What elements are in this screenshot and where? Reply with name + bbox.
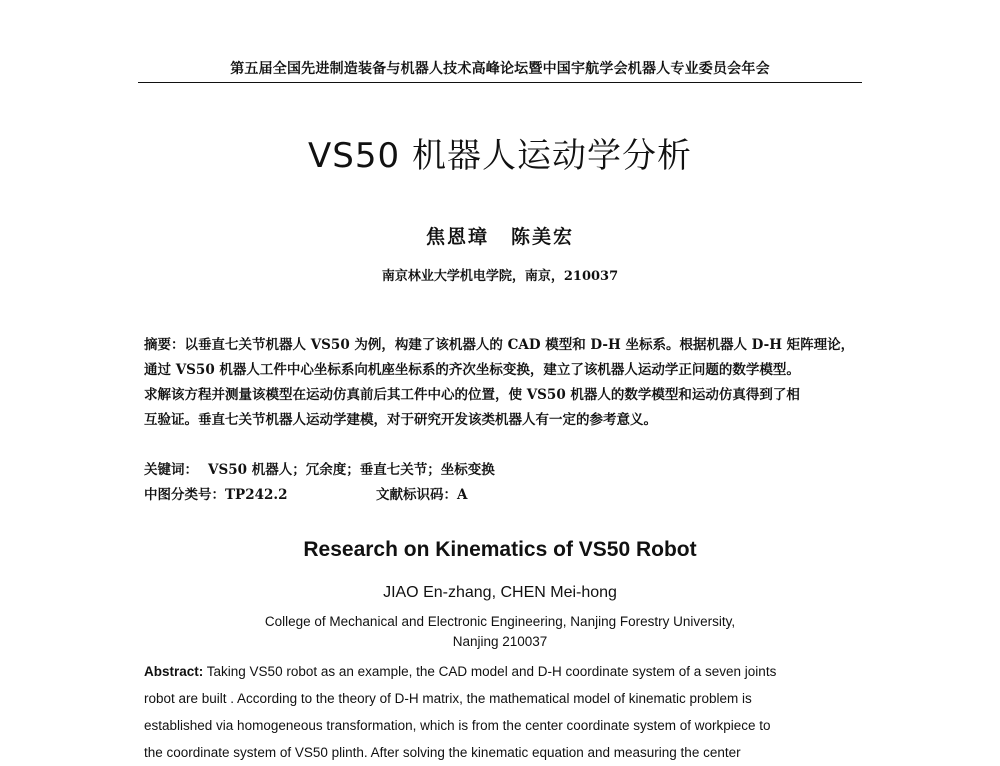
keywords-cn <box>144 458 495 483</box>
doc-code <box>376 483 467 508</box>
keywords-label: 关键词： <box>144 462 198 478</box>
conference-header: 第五届全国先进制造装备与机器人技术高峰论坛暨中国宇航学会机器人专业委员会年会 <box>138 58 862 83</box>
abstract-cn <box>144 333 860 433</box>
affiliation-cn: 南京林业大学机电学院，南京，210037 <box>381 269 619 284</box>
authors-cn <box>0 222 1000 249</box>
abstract-cn-text: 以垂直七关节机器人 VS50 为例，构建了该机器人的 CAD 模型和 D-H 坐标系。根据机器人 D-H 矩阵理论， <box>184 337 855 353</box>
doc-label: 文献标识码： <box>376 487 457 503</box>
authors-en: JIAO En-zhang, CHEN Mei-hong <box>383 584 617 601</box>
abstract-cn-line: 求解该方程并测量该模型在运动仿真前后其工件中心的位置，使 VS50 机器人的数学模型和运动仿真得到了相 <box>144 387 800 403</box>
author-cn-2: 陈美宏 <box>511 226 575 248</box>
abstract-cn-line: 通过 VS50 机器人工件中心坐标系向机座坐标系的齐次坐标变换，建立了该机器人运动学正问题的数学模型。 <box>144 362 800 378</box>
abstract-en-line: robot are built . According to the theory of D-H matrix, the mathematical model of kinematic problem is <box>144 691 752 706</box>
abstract-en-line: established via homogeneous transformation, which is from the center coordinate system of workpiece to <box>144 718 771 733</box>
affiliation-en-line1: College of Mechanical and Electronic Engineering, Nanjing Forestry University, <box>264 614 736 629</box>
abstract-en-label: Abstract: <box>144 664 204 679</box>
author-cn-1: 焦恩璋 <box>425 226 489 248</box>
abstract-cn-line <box>144 333 860 358</box>
paper-title-en: Research on Kinematics of VS50 Robot <box>303 538 697 561</box>
affiliation-en-line2: Nanjing 210037 <box>452 634 548 649</box>
clc-label: 中图分类号： <box>144 487 225 503</box>
abstract-en-line: the coordinate system of VS50 plinth. After solving the kinematic equation and measuring the center <box>144 745 741 760</box>
abstract-en <box>144 658 874 766</box>
classification-line <box>144 483 744 508</box>
doc-value: A <box>457 487 468 503</box>
affiliation-en <box>0 612 1000 652</box>
clc-value: TP242.2 <box>225 487 288 503</box>
abstract-en-line <box>144 658 874 685</box>
paper-title-cn: VS50 机器人运动学分析 <box>308 136 692 176</box>
abstract-cn-label: 摘要： <box>144 337 185 353</box>
abstract-en-text: Taking VS50 robot as an example, the CAD model and D-H coordinate system of a seven joints <box>203 664 777 679</box>
keywords-value: VS50 机器人；冗余度；垂直七关节；坐标变换 <box>208 462 495 478</box>
abstract-cn-line: 互验证。垂直七关节机器人运动学建模，对于研究开发该类机器人有一定的参考意义。 <box>144 412 657 428</box>
